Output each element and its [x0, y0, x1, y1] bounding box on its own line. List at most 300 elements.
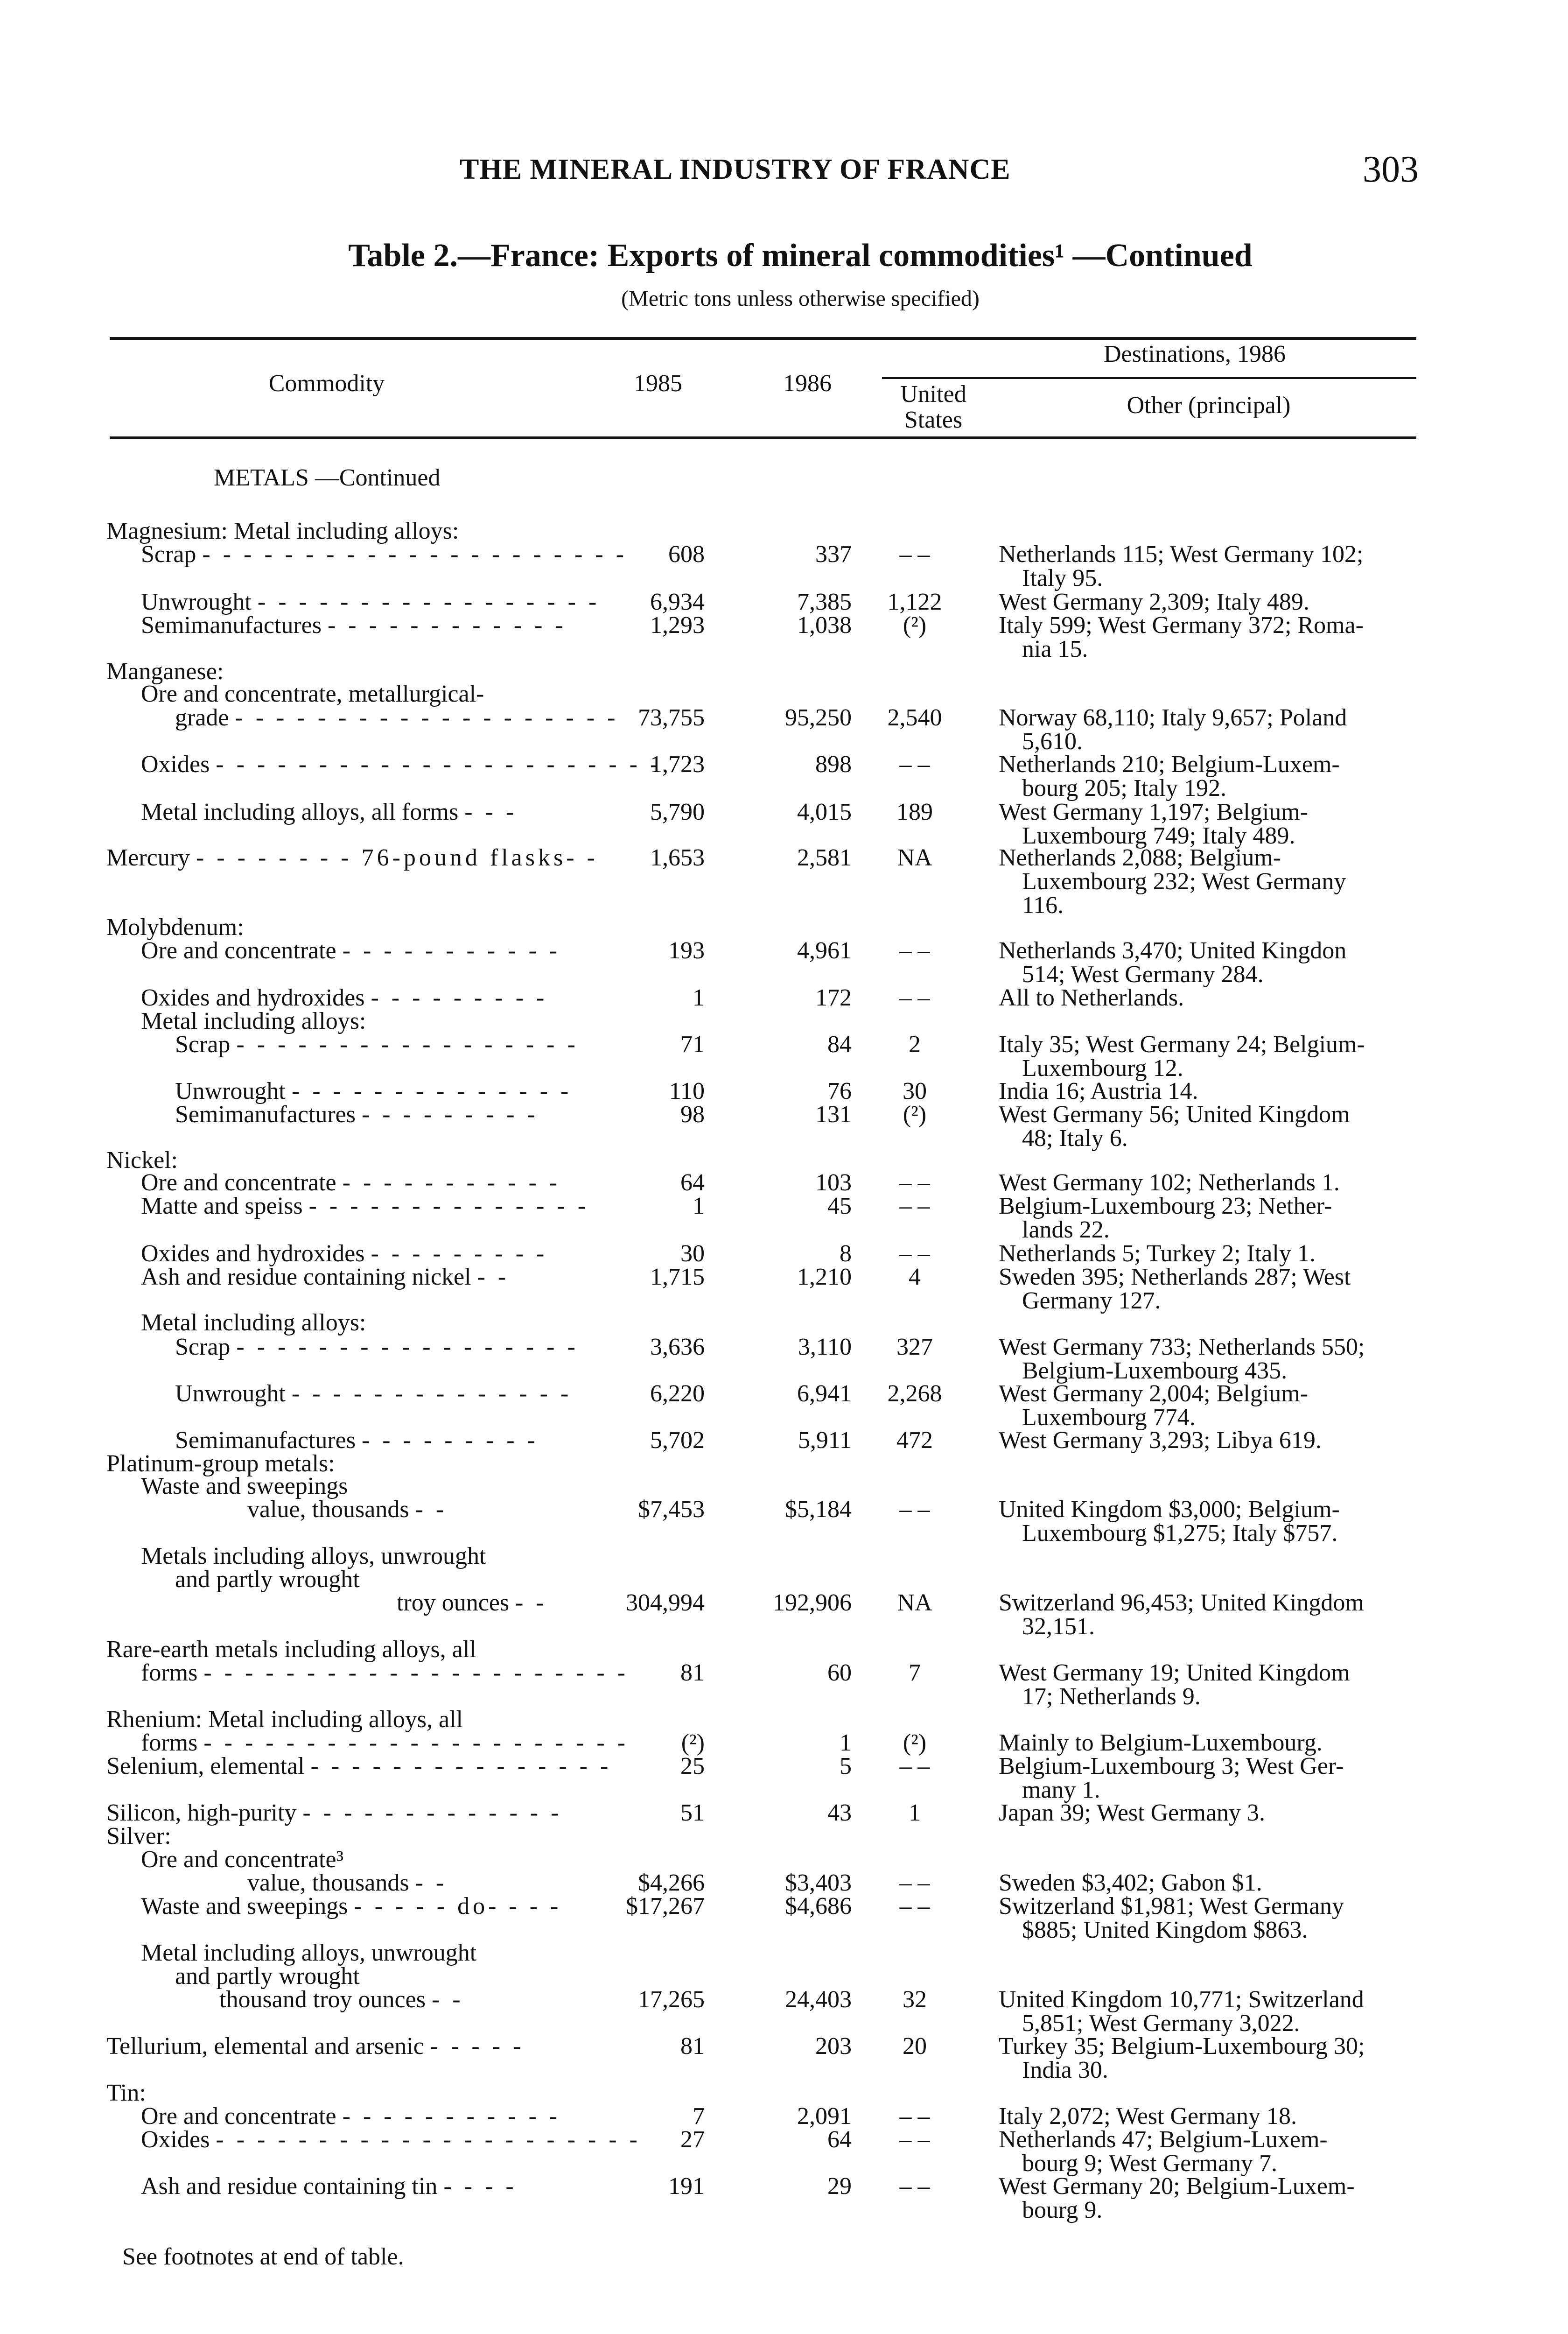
commodity-label: Ash and residue containing tin [141, 2173, 438, 2200]
value-1985: 1,653 [650, 844, 705, 871]
commodity-label: Oxides and hydroxides [141, 984, 365, 1011]
dot-leader: - - - - - - - - - [371, 1240, 548, 1267]
commodity-label: Ore and concentrate³ [141, 1846, 344, 1873]
destination-line: West Germany 102; Netherlands 1. [999, 1169, 1340, 1196]
dot-leader: - - - - - do- - - - [354, 1893, 562, 1919]
commodity-label: Oxides [141, 751, 210, 778]
value-1986: 45 [827, 1193, 852, 1219]
header-1985: 1985 [634, 370, 682, 397]
united-states-value: NA [897, 844, 932, 871]
commodity-label: Ore and concentrate [141, 1169, 336, 1196]
other-destinations [999, 1242, 1414, 1265]
value-1986: 43 [827, 1800, 852, 1826]
commodity-label: Nickel: [106, 1147, 178, 1174]
value-1986: 172 [815, 984, 852, 1011]
other-destinations [999, 939, 1414, 986]
commodity-label: Scrap [141, 541, 196, 568]
commodity-label: Ash and residue containing nickel [141, 1264, 471, 1290]
commodity-label: thousand troy ounces [219, 1986, 426, 2013]
commodity-label: Oxides [141, 2126, 210, 2153]
destination-line: Belgium-Luxembourg 23; Nether- [999, 1193, 1332, 1219]
united-states-value: – – [899, 2103, 930, 2130]
destination-line: Norway 68,110; Italy 9,657; Poland [999, 704, 1347, 731]
dot-leader: - - - - - - - - - - - - - - [291, 1078, 572, 1104]
destination-line: Luxembourg 774. [1022, 1404, 1196, 1431]
other-destinations [999, 1382, 1414, 1429]
other-destinations [999, 706, 1414, 753]
destination-line: Italy 599; West Germany 372; Roma- [999, 612, 1364, 639]
commodity-cell [106, 1708, 463, 1731]
value-1985: 17,265 [638, 1986, 705, 2013]
value-1986: $4,686 [785, 1893, 852, 1919]
united-states-value: – – [899, 1496, 930, 1523]
value-1985: 71 [680, 1031, 705, 1058]
commodity-cell [141, 682, 484, 706]
commodity-cell [141, 1544, 486, 1568]
commodity-cell [106, 1824, 171, 1848]
united-states-value: – – [899, 2126, 930, 2153]
commodity-cell [141, 1009, 366, 1033]
destination-line: West Germany 2,004; Belgium- [999, 1380, 1309, 1407]
header-other-principal: Other (principal) [1127, 392, 1291, 419]
dot-leader: - - - - - [430, 2033, 525, 2060]
value-1986: 1 [840, 1729, 852, 1756]
value-1985: 81 [680, 1659, 705, 1686]
commodity-cell [106, 1754, 611, 1778]
commodity-label: Platinum-group metals: [106, 1450, 335, 1477]
commodity-label: Ore and concentrate [141, 937, 336, 964]
united-states-value: – – [899, 984, 930, 1011]
dot-leader: - - - - - - - - - - - [342, 937, 561, 964]
commodity-label: Tellurium, elemental and arsenic [106, 2033, 424, 2060]
dot-leader: - - - - - - - - 76-pound flasks- - [196, 844, 598, 871]
value-1986: 4,961 [797, 937, 852, 964]
commodity-label: and partly wrought [175, 1566, 360, 1593]
dot-leader: - - - - - - - - - [361, 1427, 539, 1454]
destination-line: West Germany 1,197; Belgium- [999, 799, 1309, 825]
other-destinations [999, 590, 1414, 614]
commodity-label: Mercury [106, 844, 190, 871]
commodity-cell [106, 1148, 178, 1172]
destination-line: Luxembourg 749; Italy 489. [1022, 823, 1295, 849]
other-destinations [999, 1265, 1414, 1313]
destination-line: Luxembourg 12. [1022, 1055, 1183, 1082]
destination-line: 17; Netherlands 9. [1022, 1683, 1201, 1710]
destination-line: Sweden 395; Netherlands 287; West [999, 1264, 1351, 1290]
other-destinations [999, 2174, 1414, 2222]
table-title: Table 2.—France: Exports of mineral commodities¹ —Continued [348, 238, 1253, 274]
dot-leader: - - - - - - - - - [361, 1101, 539, 1128]
destination-line: Netherlands 115; West Germany 102; [999, 541, 1364, 568]
footnote-reference: See footnotes at end of table. [122, 2243, 404, 2270]
commodity-label: Metal including alloys: [141, 1309, 366, 1336]
commodity-cell [175, 706, 619, 730]
value-1985: 30 [680, 1240, 705, 1267]
commodity-label: Silver: [106, 1823, 171, 1849]
commodity-cell [106, 915, 244, 939]
destination-line: $885; United Kingdom $863. [1022, 1917, 1308, 1943]
commodity-label: and partly wrought [175, 1963, 360, 1990]
destination-line: Luxembourg 232; West Germany [1022, 868, 1346, 895]
table-subtitle: (Metric tons unless otherwise specified) [621, 286, 980, 311]
commodity-cell [141, 1194, 589, 1218]
united-states-value: NA [897, 1589, 932, 1616]
destination-line: 32,151. [1022, 1613, 1095, 1640]
commodity-label: Semimanufactures [175, 1101, 356, 1128]
value-1985: 73,755 [638, 704, 705, 731]
value-1985: 27 [680, 2126, 705, 2153]
other-destinations [999, 1988, 1414, 2035]
other-destinations [999, 1591, 1414, 1638]
value-1985: 5,702 [650, 1427, 705, 1454]
commodity-cell [141, 1894, 561, 1918]
dot-leader: - - - - [443, 2173, 517, 2200]
value-1985: 6,220 [650, 1380, 705, 1407]
destination-line: 48; Italy 6. [1022, 1125, 1128, 1152]
other-destinations [999, 1033, 1414, 1080]
commodity-label: Scrap [175, 1031, 231, 1058]
commodity-cell [247, 1497, 447, 1521]
destination-line: Mainly to Belgium-Luxembourg. [999, 1729, 1323, 1756]
value-1986: 203 [815, 2033, 852, 2060]
value-1986: 337 [815, 541, 852, 568]
other-destinations [999, 2128, 1414, 2175]
commodity-cell [141, 2174, 517, 2198]
destination-line: Italy 2,072; West Germany 18. [999, 2103, 1297, 2130]
commodity-label: Ore and concentrate [141, 2103, 336, 2130]
dot-leader: - - - - - - - - - - - - - - - [310, 1753, 612, 1779]
united-states-value: (²) [903, 1101, 927, 1128]
dot-leader: - - - - - - - - - - - - - - - - - - - - - [203, 1659, 629, 1686]
destination-line: Italy 35; West Germany 24; Belgium- [999, 1031, 1365, 1058]
united-states-value: 30 [903, 1078, 927, 1104]
value-1985: 98 [680, 1101, 705, 1128]
destination-line: Netherlands 5; Turkey 2; Italy 1. [999, 1240, 1316, 1267]
commodity-label: Unwrought [175, 1078, 286, 1104]
destination-line: West Germany 733; Netherlands 550; [999, 1334, 1365, 1360]
commodity-label: Matte and speiss [141, 1193, 303, 1219]
destination-line: Belgium-Luxembourg 435. [1022, 1357, 1288, 1384]
value-1985: 1 [693, 984, 705, 1011]
commodity-label: value, thousands [247, 1496, 409, 1523]
destination-line: Turkey 35; Belgium-Luxembourg 30; [999, 2033, 1365, 2060]
commodity-label: Rare-earth metals including alloys, all [106, 1636, 476, 1663]
united-states-value: 4 [909, 1264, 921, 1290]
commodity-cell [106, 1638, 476, 1661]
commodity-cell [106, 846, 598, 870]
united-states-value: – – [899, 1193, 930, 1219]
commodity-label: Semimanufactures [141, 612, 322, 639]
united-states-value: 2,540 [887, 704, 942, 731]
value-1985: $7,453 [638, 1496, 705, 1523]
destination-line: All to Netherlands. [999, 984, 1184, 1011]
commodity-label: Metal including alloys, unwrought [141, 1940, 477, 1966]
other-destinations [999, 1731, 1414, 1755]
united-states-value: – – [899, 1753, 930, 1779]
united-states-value: – – [899, 1240, 930, 1267]
value-1986: 8 [840, 1240, 852, 1267]
dot-leader: - - - - - - - - - - - [342, 1169, 561, 1196]
value-1986: 5 [840, 1753, 852, 1779]
commodity-label: Rhenium: Metal including alloys, all [106, 1706, 463, 1733]
destination-line: West Germany 56; United Kingdom [999, 1101, 1350, 1128]
destination-line: West Germany 19; United Kingdom [999, 1659, 1350, 1686]
destination-line: West Germany 20; Belgium-Luxem- [999, 2173, 1355, 2200]
value-1985: 193 [668, 937, 705, 964]
commodity-label: Selenium, elemental [106, 1753, 305, 1779]
united-states-value: – – [899, 937, 930, 964]
value-1986: 103 [815, 1169, 852, 1196]
destination-line: bourg 9; West Germany 7. [1022, 2150, 1278, 2177]
destination-line: Netherlands 210; Belgium-Luxem- [999, 751, 1340, 778]
destination-line: West Germany 2,309; Italy 489. [999, 589, 1309, 615]
united-states-value: 20 [903, 2033, 927, 2060]
commodity-label: Semimanufactures [175, 1427, 356, 1454]
value-1986: 2,091 [797, 2103, 852, 2130]
value-1986: 7,385 [797, 589, 852, 615]
commodity-cell [141, 986, 547, 1010]
united-states-value: – – [899, 1169, 930, 1196]
value-1986: 898 [815, 751, 852, 778]
commodity-cell [106, 519, 459, 543]
dot-leader: - - [515, 1589, 547, 1616]
dot-leader: - - [415, 1870, 448, 1896]
value-1986: 76 [827, 1078, 852, 1104]
other-destinations [999, 986, 1414, 1010]
value-1986: 131 [815, 1101, 852, 1128]
dot-leader: - - - - - - - - - - - - - - - - - - - [235, 704, 619, 731]
other-destinations [999, 613, 1414, 661]
destination-line: Sweden $3,402; Gabon $1. [999, 1870, 1262, 1896]
destination-line: West Germany 3,293; Libya 619. [999, 1427, 1322, 1454]
other-destinations [999, 1428, 1414, 1452]
destination-line: Belgium-Luxembourg 3; West Ger- [999, 1753, 1344, 1779]
value-1985: 1,723 [650, 751, 705, 778]
value-1986: 2,581 [797, 844, 852, 871]
dot-leader: - - - - - - - - - - - - [327, 612, 567, 639]
value-1986: $3,403 [785, 1870, 852, 1896]
other-destinations [999, 1171, 1414, 1195]
header-united-states: United States [900, 381, 966, 433]
commodity-label: Manganese: [106, 658, 224, 685]
commodity-cell [141, 1848, 343, 1871]
value-1986: 84 [827, 1031, 852, 1058]
value-1985: 7 [693, 2103, 705, 2130]
header-commodity: Commodity [268, 370, 385, 397]
commodity-label: Oxides and hydroxides [141, 1240, 365, 1267]
united-states-value: 327 [896, 1334, 933, 1360]
value-1985: 1 [693, 1193, 705, 1219]
destination-line: Netherlands 47; Belgium-Luxem- [999, 2126, 1328, 2153]
commodity-cell [175, 1335, 579, 1359]
united-states-value: 2 [909, 1031, 921, 1058]
commodity-label: Magnesium: Metal including alloys: [106, 518, 459, 544]
value-1985: 6,934 [650, 589, 705, 615]
value-1985: 3,636 [650, 1334, 705, 1360]
value-1986: 192,906 [773, 1589, 852, 1616]
other-destinations [999, 1335, 1414, 1383]
united-states-value: – – [899, 541, 930, 568]
destination-line: United Kingdom $3,000; Belgium- [999, 1496, 1340, 1523]
commodity-cell [141, 939, 560, 963]
value-1985: 608 [668, 541, 705, 568]
value-1985: (²) [681, 1729, 705, 1756]
value-1985: 1,715 [650, 1264, 705, 1290]
commodity-cell [175, 1382, 572, 1406]
value-1986: 64 [827, 2126, 852, 2153]
commodity-label: value, thousands [247, 1870, 409, 1896]
value-1986: 29 [827, 2173, 852, 2200]
united-states-value: 189 [896, 799, 933, 825]
commodity-cell [141, 1242, 547, 1265]
value-1986: 60 [827, 1659, 852, 1686]
destination-line: United Kingdom 10,771; Switzerland [999, 1986, 1364, 2013]
commodity-cell [141, 542, 627, 566]
commodity-cell [106, 1452, 335, 1476]
value-1986: 4,015 [797, 799, 852, 825]
value-1985: 304,994 [626, 1589, 705, 1616]
dot-leader: - - - - - - - - - - - - - - - - - - - - - [203, 1729, 629, 1756]
commodity-label: Unwrought [141, 589, 252, 615]
commodity-cell [141, 2128, 641, 2151]
value-1985: 5,790 [650, 799, 705, 825]
destination-line: Switzerland 96,453; United Kingdom [999, 1589, 1364, 1616]
commodity-cell [141, 1311, 366, 1335]
other-destinations [999, 542, 1414, 590]
value-1986: 3,110 [798, 1334, 852, 1360]
page-number: 303 [1363, 149, 1419, 190]
value-1985: 110 [669, 1078, 705, 1104]
united-states-value: – – [899, 751, 930, 778]
dot-leader: - - - - - - - - - - - - - - - - - - - - - [216, 2126, 641, 2153]
commodity-cell [175, 1079, 572, 1103]
destination-line: bourg 9. [1022, 2197, 1103, 2223]
commodity-cell [106, 660, 224, 683]
commodity-label: Waste and sweepings [141, 1473, 348, 1499]
commodity-label: Molybdenum: [106, 914, 244, 941]
destination-line: 5,610. [1022, 728, 1083, 755]
united-states-value: – – [899, 2173, 930, 2200]
dot-leader: - - - - - - - - - - - - - - - - - [236, 1334, 579, 1360]
value-1985: 191 [668, 2173, 705, 2200]
commodity-label: Metals including alloys, unwrought [141, 1543, 486, 1569]
dot-leader: - - [477, 1264, 510, 1290]
commodity-cell [247, 1871, 447, 1895]
other-destinations [999, 846, 1414, 917]
commodity-cell [106, 1801, 562, 1825]
commodity-label: METALS —Continued [214, 464, 441, 491]
value-1986: 6,941 [797, 1380, 852, 1407]
commodity-label: Ore and concentrate, metallurgical- [141, 681, 484, 707]
value-1985: 1,293 [650, 612, 705, 639]
running-title: THE MINERAL INDUSTRY OF FRANCE [460, 154, 1011, 185]
commodity-label: Waste and sweepings [141, 1893, 348, 1919]
commodity-label: grade [175, 704, 229, 731]
other-destinations [999, 1801, 1414, 1825]
destination-line: 5,851; West Germany 3,022. [1022, 2010, 1300, 2037]
destination-line: 514; West Germany 284. [1022, 961, 1264, 988]
united-states-value: 1 [909, 1800, 921, 1826]
destination-line: India 16; Austria 14. [999, 1078, 1198, 1104]
dot-leader: - - - - - - - - - - - [342, 2103, 561, 2130]
commodity-cell [141, 1731, 629, 1755]
united-states-value: 32 [903, 1986, 927, 2013]
commodity-cell [141, 590, 600, 614]
destination-line: Japan 39; West Germany 3. [999, 1800, 1266, 1826]
destination-line: Netherlands 3,470; United Kingdon [999, 937, 1347, 964]
other-destinations [999, 1497, 1414, 1545]
commodity-cell [106, 2034, 524, 2058]
commodity-label: Metal including alloys, all forms [141, 799, 459, 825]
commodity-cell [141, 800, 517, 824]
destination-line: bourg 205; Italy 192. [1022, 775, 1227, 801]
value-1986: 1,038 [797, 612, 852, 639]
united-states-value: (²) [903, 612, 927, 639]
value-1985: 81 [680, 2033, 705, 2060]
dot-leader: - - - - - - - - - - - - - [302, 1800, 562, 1826]
value-1985: 64 [680, 1169, 705, 1196]
commodity-cell [141, 2104, 560, 2128]
commodity-cell [141, 1661, 629, 1685]
destination-line: Netherlands 2,088; Belgium- [999, 844, 1281, 871]
commodity-label: Unwrought [175, 1380, 286, 1407]
value-1985: $17,267 [626, 1893, 705, 1919]
commodity-cell [141, 1941, 476, 1965]
commodity-label: forms [141, 1729, 198, 1756]
dot-leader: - - - - - - - - - - - - - - [291, 1380, 572, 1407]
commodity-cell [141, 752, 661, 776]
dot-leader: - - - - - - - - - - - - - - - - - - - - - - [216, 751, 662, 778]
commodity-cell [214, 466, 441, 490]
other-destinations [999, 1103, 1414, 1150]
other-destinations [999, 752, 1414, 800]
commodity-cell [175, 1964, 360, 1988]
destination-line: Italy 95. [1022, 565, 1103, 591]
other-destinations [999, 1871, 1414, 1895]
commodity-label: Metal including alloys: [141, 1008, 366, 1034]
other-destinations [999, 800, 1414, 848]
other-destinations [999, 2034, 1414, 2082]
commodity-cell [175, 1428, 539, 1452]
commodity-label: forms [141, 1659, 198, 1686]
dot-leader: - - - - - - - - - - - - - - - - - - - - - [202, 541, 628, 568]
commodity-label: troy ounces [397, 1589, 510, 1616]
dot-leader: - - - - - - - - - - - - - - - - - [236, 1031, 579, 1058]
commodity-cell [106, 2081, 146, 2105]
commodity-cell [141, 1265, 509, 1289]
dot-leader: - - - - - - - - - - - - - - - - - [257, 589, 600, 615]
other-destinations [999, 2104, 1414, 2128]
commodity-cell [175, 1568, 360, 1591]
value-1986: 24,403 [785, 1986, 852, 2013]
destination-line: lands 22. [1022, 1216, 1110, 1243]
destination-line: 116. [1022, 892, 1064, 919]
united-states-value: 7 [909, 1659, 921, 1686]
value-1986: 5,911 [798, 1427, 852, 1454]
other-destinations [999, 1754, 1414, 1802]
commodity-label: Silicon, high-purity [106, 1800, 297, 1826]
united-states-value: – – [899, 1893, 930, 1919]
united-states-value: 2,268 [887, 1380, 942, 1407]
destination-line: nia 15. [1022, 636, 1088, 662]
value-1985: $4,266 [638, 1870, 705, 1896]
header-destinations: Destinations, 1986 [1104, 341, 1286, 367]
commodity-cell [175, 1103, 539, 1126]
value-1985: 51 [680, 1800, 705, 1826]
value-1986: $5,184 [785, 1496, 852, 1523]
value-1985: 25 [680, 1753, 705, 1779]
other-destinations [999, 1894, 1414, 1942]
